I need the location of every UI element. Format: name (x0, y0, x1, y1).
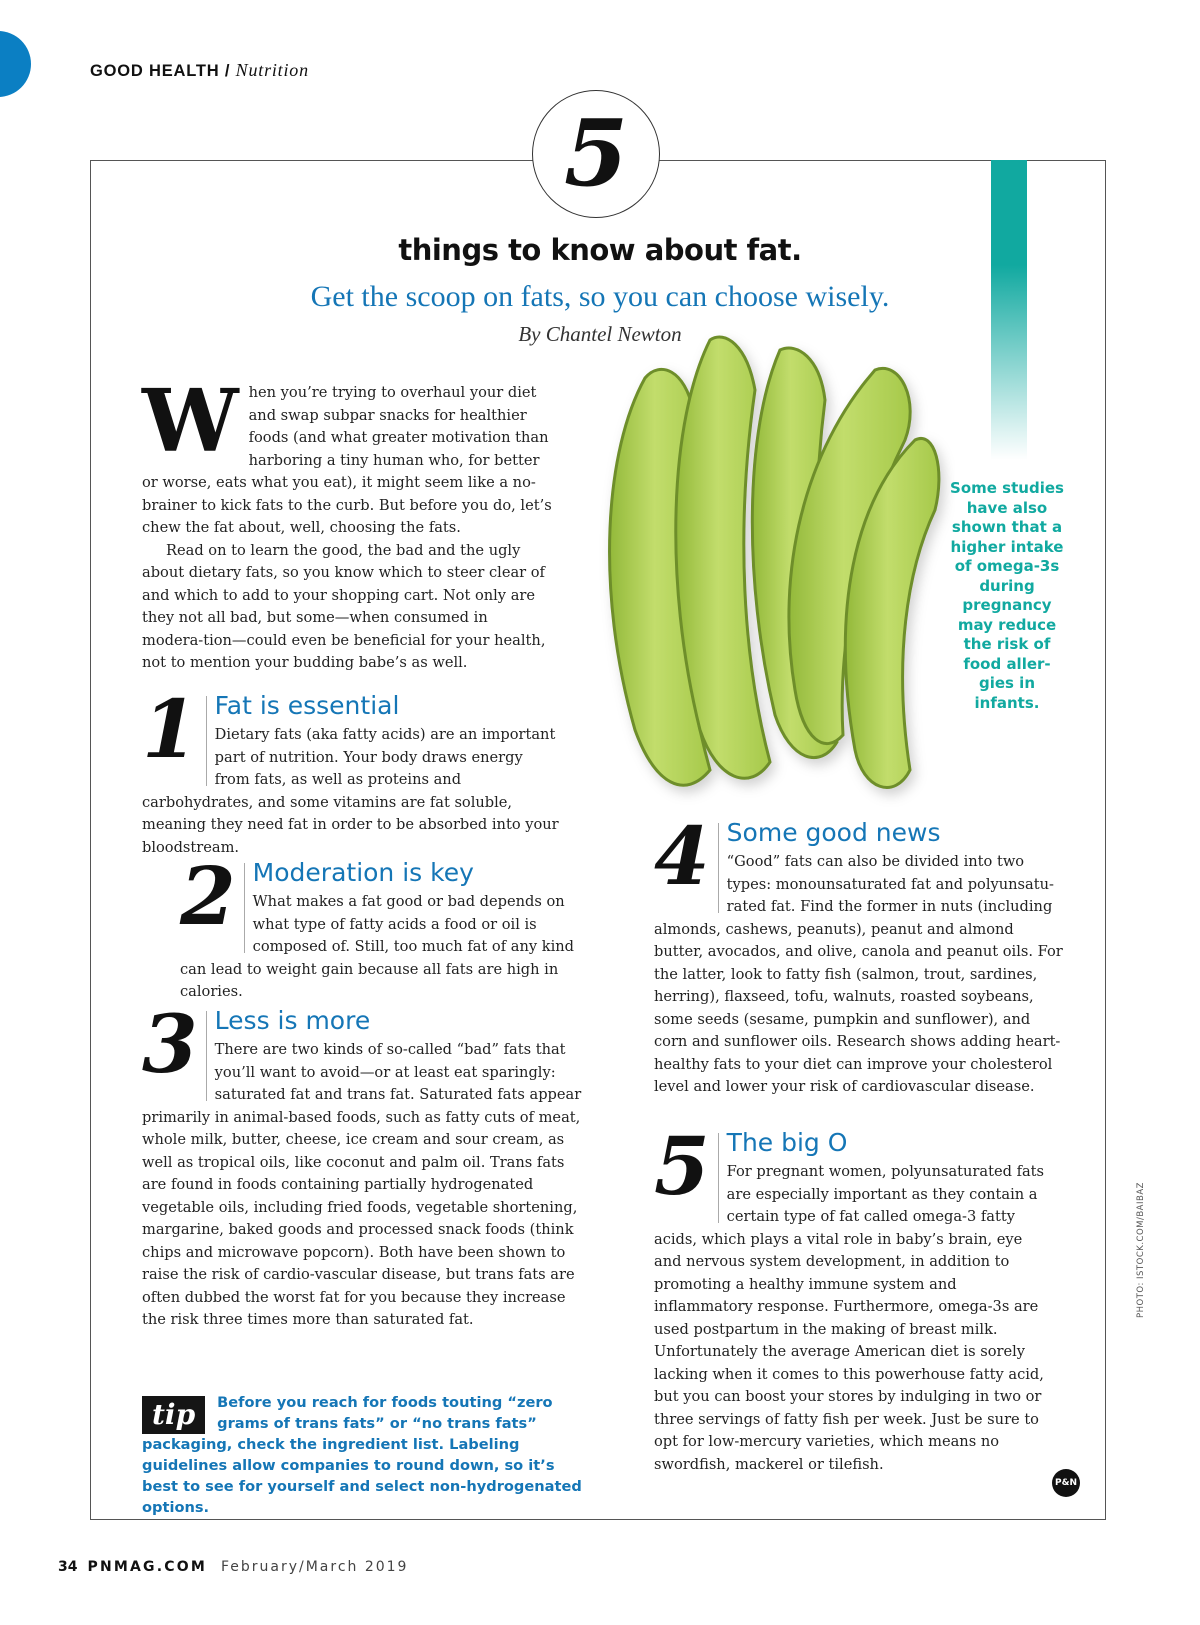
section-2 (180, 849, 590, 1004)
page-number: 34 (58, 1559, 78, 1575)
section-5-number: 5 (654, 1133, 719, 1223)
section-1-title: Fat is essential (214, 691, 400, 720)
section-5 (654, 1119, 1054, 1476)
site-url: PNMAG.COM (87, 1559, 207, 1575)
section-1-number: 1 (142, 696, 207, 786)
section-2-number: 2 (180, 863, 245, 953)
tip-text: Before you reach for foods touting “zero grams of trans fats” or “no trans fats” packaging, check the ingredient list. Labeling guidelines allow companies to round down, so it’s best to see for yourself and select non-hydrogenated options. (142, 1394, 582, 1516)
section-3-number: 3 (142, 1011, 207, 1101)
subsection-name: Nutrition (235, 60, 309, 80)
section-1 (142, 682, 562, 859)
sidebar-fact: Some studies have also shown that a higher intake of omega-3s during pregnancy may reduce the risk of food aller-gies in infants. (950, 479, 1064, 712)
article-headline: things to know about fat. (398, 233, 802, 267)
end-logo: P&N (1052, 1469, 1080, 1497)
intro-paragraph-1-text: hen you’re trying to overhaul your diet and swap subpar snacks for healthier foods (and what greater motivation than harboring a tiny human who, for better or worse, eats what you eat), it might seem like a no-brainer to kick fats to the curb. But before you do, let’s chew the fat about, well, choosing the fats. (142, 384, 552, 536)
section-3 (142, 997, 592, 1332)
section-tab-marker (0, 31, 31, 97)
section-4-title: Some good news (726, 818, 941, 847)
section-5-text: For pregnant women, polyunsaturated fats are especially important as they contain a certain type of fat called omega-3 fatty acids, which plays a vital role in baby’s brain, eye and nervous system development, in addition to promoting a healthy immune system and inflammatory response. Furthermore, omega-3s are used postpartum in the making of breast milk. Unfortunately the average American diet is sorely lacking when it comes to this powerhouse fatty acid, but you can boost your stores by indulging in two or three servings of fatty fish per week. Just be sure to opt for low-mercury varieties, which means no swordfish, mackerel or tilefish. (654, 1163, 1045, 1473)
headline-number: 5 (563, 99, 628, 207)
section-2-title: Moderation is key (252, 858, 474, 887)
section-3-title: Less is more (214, 1006, 371, 1035)
drop-cap: W (142, 371, 239, 472)
section-4 (654, 809, 1066, 1099)
section-5-title: The big O (726, 1128, 848, 1157)
intro-text (142, 371, 552, 675)
intro-paragraph-1 (142, 371, 552, 540)
section-2-text: What makes a fat good or bad depends on what type of fatty acids a food or oil is composed of. Still, too much fat of any kind can lead to weight gain because all fats are high in calories. (180, 893, 574, 1000)
section-name: GOOD HEALTH (90, 62, 220, 80)
section-4-text: “Good” fats can also be divided into two types: monounsaturated fat and polyunsatu-rated fat. Find the former in nuts (including almonds, cashews, peanuts), peanut and almond butter, avocados, and olive, canola and peanut oils. For the latter, look to fatty fish (salmon, trout, sardines, herring), flaxseed, tofu, walnuts, roasted soybeans, some seeds (sesame, pumpkin and sunflower), and corn and sunflower oils. Research shows adding heart-healthy fats to your diet can improve your cholesterol level and lower your risk of cardiovascular disease. (654, 853, 1063, 1095)
tip-badge: tip (142, 1396, 205, 1434)
section-separator: / (219, 62, 236, 80)
intro-paragraph-2: Read on to learn the good, the bad and the ugly about dietary fats, so you know which to steer clear of and which to add to your shopping cart. Not only are they not all bad, but some—when consumed in modera-tion—could even be beneficial for your health, not to mention your budding babe’s as well. (142, 541, 546, 671)
tip-box (142, 1392, 582, 1518)
section-4-number: 4 (654, 823, 719, 913)
article-byline: By Chantel Newton (518, 322, 682, 346)
section-1-text: Dietary fats (aka fatty acids) are an important part of nutrition. Your body draws energy from fats, as well as proteins and carbohydrates, and some vitamins are fat soluble, meaning they need fat in order to be absorbed into your bloodstream. (142, 726, 559, 856)
section-3-text: There are two kinds of so-called “bad” fats that you’ll want to avoid—or at least eat sparingly: saturated fat and trans fat. Saturated fats appear primarily in animal-based foods, such as fatty cuts of meat, whole milk, butter, cheese, ice cream and sour cream, as well as tropical oils, like coconut and palm oil. Trans fats are found in foods containing partially hydrogenated vegetable oils, including fried foods, vegetable shortening, margarine, baked goods and processed snack foods (think chips and microwave popcorn). Both have been shown to raise the risk of cardio-vascular disease, but trans fats are often dubbed the worst fat for you because they increase the risk three times more than saturated fat. (142, 1041, 582, 1328)
issue-date: February/March 2019 (220, 1559, 409, 1575)
headline-number-circle (532, 90, 660, 218)
article-deck: Get the scoop on fats, so you can choose wisely. (310, 280, 890, 313)
photo-credit: PHOTO: ISTOCK.COM/BAIBAZ (1136, 1182, 1146, 1318)
page-footer (58, 1559, 408, 1575)
avocado-slices-photo (575, 330, 955, 830)
section-label (90, 60, 309, 81)
